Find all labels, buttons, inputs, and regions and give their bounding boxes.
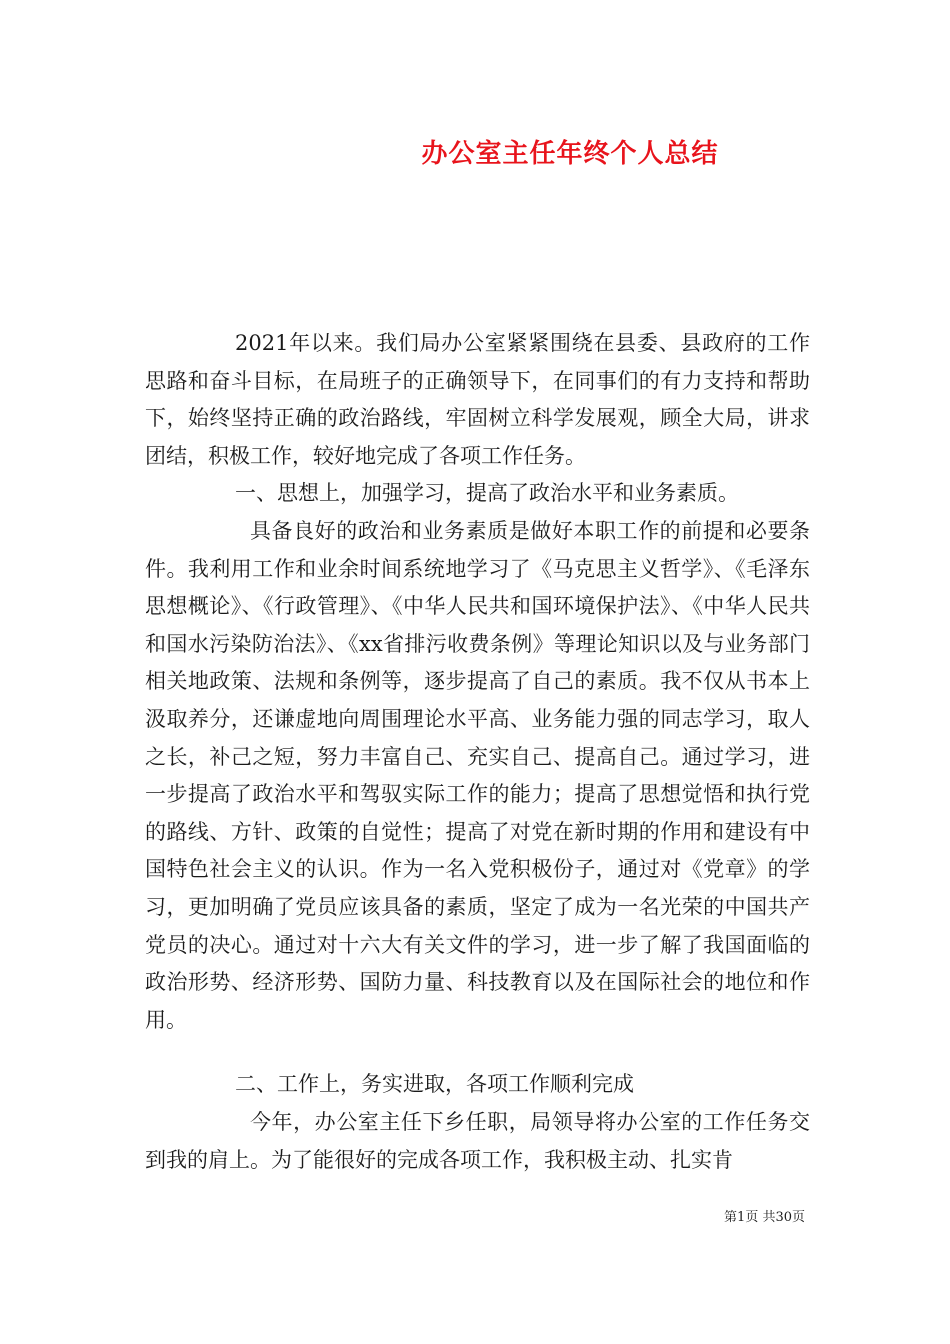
- paragraph-intro: 2021年以来。我们局办公室紧紧围绕在县委、县政府的工作思路和奋斗目标，在局班子的正确领导下，在同事们的有力支持和帮助下，始终坚持正确的政治路线，牢固树立科学发展观，顾全大局，讲求团结，积极工作，较好地完成了各项工作任务。: [145, 331, 810, 468]
- paragraph-section-1: 具备良好的政治和业务素质是做好本职工作的前提和必要条件。我利用工作和业余时间系统地学习了《马克思主义哲学》、《毛泽东思想概论》、《行政管理》、《中华人民共和国环境保护法》、《中华人民共和国水污染防治法》、《xx省排污收费条例》等理论知识以及与业务部门相关地政策、法规和条例等，逐步提高了自己的素质。我不仅从书本上汲取养分，还谦虚地向周围理论水平高、业务能力强的同志学习，取人之长，补己之短，努力丰富自己、充实自己、提高自己。通过学习，进一步提高了政治水平和驾驭实际工作的能力；提高了思想觉悟和执行党的路线、方针、政策的自觉性；提高了对党在新时期的作用和建设有中国特色社会主义的认识。作为一名入党积极份子，通过对《党章》的学习，更加明确了党员应该具备的素质，坚定了成为一名光荣的中国共产党员的决心。通过对十六大有关文件的学习，进一步了解了我国面临的政治形势、经济形势、国防力量、科技教育以及在国际社会的地位和作用。: [145, 519, 810, 1032]
- page-footer: 第1页 共30页: [724, 1210, 805, 1225]
- section-heading-1: 一、思想上，加强学习，提高了政治水平和业务素质。: [235, 481, 739, 505]
- section-heading-2: 二、工作上，务实进取，各项工作顺利完成: [235, 1072, 634, 1096]
- document-title: 办公室主任年终个人总结: [421, 139, 719, 169]
- paragraph-section-2: 今年，办公室主任下乡任职，局领导将办公室的工作任务交到我的肩上。为了能很好的完成各项工作，我积极主动、扎实肯: [145, 1110, 810, 1172]
